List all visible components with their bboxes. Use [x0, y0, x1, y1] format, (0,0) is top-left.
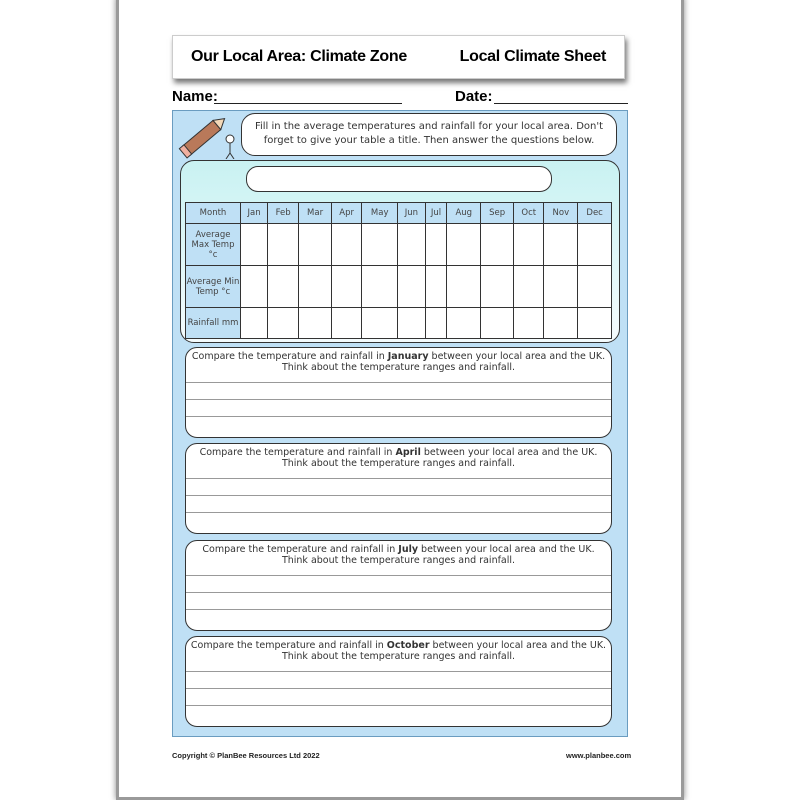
table-cell[interactable]: [544, 308, 578, 339]
month-header: Month: [186, 203, 241, 224]
month-header: Mar: [299, 203, 332, 224]
month-header: Nov: [544, 203, 578, 224]
date-field[interactable]: [494, 103, 628, 104]
table-cell[interactable]: [332, 308, 362, 339]
table-cell[interactable]: [425, 266, 447, 308]
question-box-january[interactable]: [185, 347, 612, 438]
table-cell[interactable]: [299, 224, 332, 266]
name-label: Name:: [172, 88, 218, 105]
month-header: Sep: [481, 203, 514, 224]
worksheet-title: Our Local Area: Climate Zone: [191, 48, 407, 65]
table-cell[interactable]: [447, 308, 481, 339]
question-box-october[interactable]: [185, 636, 612, 727]
question-text: Compare the temperature and rainfall in January between your local area and the UK. Think about the temperature ranges and rainfall.: [191, 351, 606, 373]
month-header: Oct: [514, 203, 544, 224]
table-cell[interactable]: [578, 308, 612, 339]
table-cell[interactable]: [447, 266, 481, 308]
table-cell[interactable]: [398, 308, 426, 339]
month-header: Jul: [425, 203, 447, 224]
table-cell[interactable]: [578, 224, 612, 266]
table-cell[interactable]: [514, 266, 544, 308]
website-link[interactable]: www.planbee.com: [566, 751, 632, 760]
table-row: [186, 308, 612, 339]
table-cell[interactable]: [241, 224, 268, 266]
climate-table: [185, 202, 612, 339]
table-cell[interactable]: [398, 224, 426, 266]
question-box-july[interactable]: [185, 540, 612, 631]
table-cell[interactable]: [362, 266, 398, 308]
table-cell[interactable]: [268, 224, 299, 266]
table-title-field[interactable]: [246, 166, 552, 192]
table-cell[interactable]: [425, 224, 447, 266]
table-cell[interactable]: [241, 308, 268, 339]
instruction-bubble: Fill in the average temperatures and rainfall for your local area. Don't forget to give your table a title. Then answer the questions below.: [241, 113, 617, 156]
table-row: [186, 224, 612, 266]
month-header: Feb: [268, 203, 299, 224]
month-header: Dec: [578, 203, 612, 224]
table-cell[interactable]: [362, 224, 398, 266]
table-cell[interactable]: [578, 266, 612, 308]
sheet-name: Local Climate Sheet: [459, 48, 606, 65]
table-row: [186, 266, 612, 308]
row-label: Average Min Temp °c: [186, 266, 241, 308]
name-field[interactable]: [214, 103, 402, 104]
row-label: Average Max Temp °c: [186, 224, 241, 266]
table-cell[interactable]: [268, 266, 299, 308]
table-cell[interactable]: [481, 266, 514, 308]
pencil-character-icon: [178, 113, 238, 159]
row-label: Rainfall mm: [186, 308, 241, 339]
question-text: Compare the temperature and rainfall in April between your local area and the UK. Think about the temperature ranges and rainfall.: [199, 447, 598, 469]
table-cell[interactable]: [362, 308, 398, 339]
table-cell[interactable]: [398, 266, 426, 308]
month-header: Apr: [332, 203, 362, 224]
table-cell[interactable]: [332, 224, 362, 266]
date-label: Date:: [455, 88, 493, 105]
table-header-row: [186, 203, 612, 224]
month-header: Jun: [398, 203, 426, 224]
table-cell[interactable]: [514, 224, 544, 266]
worksheet-header: [172, 35, 625, 79]
table-cell[interactable]: [481, 308, 514, 339]
table-cell[interactable]: [481, 224, 514, 266]
table-cell[interactable]: [544, 266, 578, 308]
table-cell[interactable]: [332, 266, 362, 308]
table-cell[interactable]: [544, 224, 578, 266]
table-cell[interactable]: [514, 308, 544, 339]
month-header: Jan: [241, 203, 268, 224]
table-cell[interactable]: [447, 224, 481, 266]
table-cell[interactable]: [299, 266, 332, 308]
copyright-text: Copyright © PlanBee Resources Ltd 2022: [172, 751, 320, 760]
table-cell[interactable]: [425, 308, 447, 339]
table-cell[interactable]: [299, 308, 332, 339]
question-text: Compare the temperature and rainfall in October between your local area and the UK. Think about the temperature ranges and rainfall.: [190, 640, 607, 662]
month-header: May: [362, 203, 398, 224]
question-box-april[interactable]: [185, 443, 612, 534]
table-cell[interactable]: [241, 266, 268, 308]
month-header: Aug: [447, 203, 481, 224]
question-text: Compare the temperature and rainfall in July between your local area and the UK. Think about the temperature ranges and rainfall.: [202, 544, 595, 566]
name-date-row: [172, 88, 628, 106]
table-cell[interactable]: [268, 308, 299, 339]
